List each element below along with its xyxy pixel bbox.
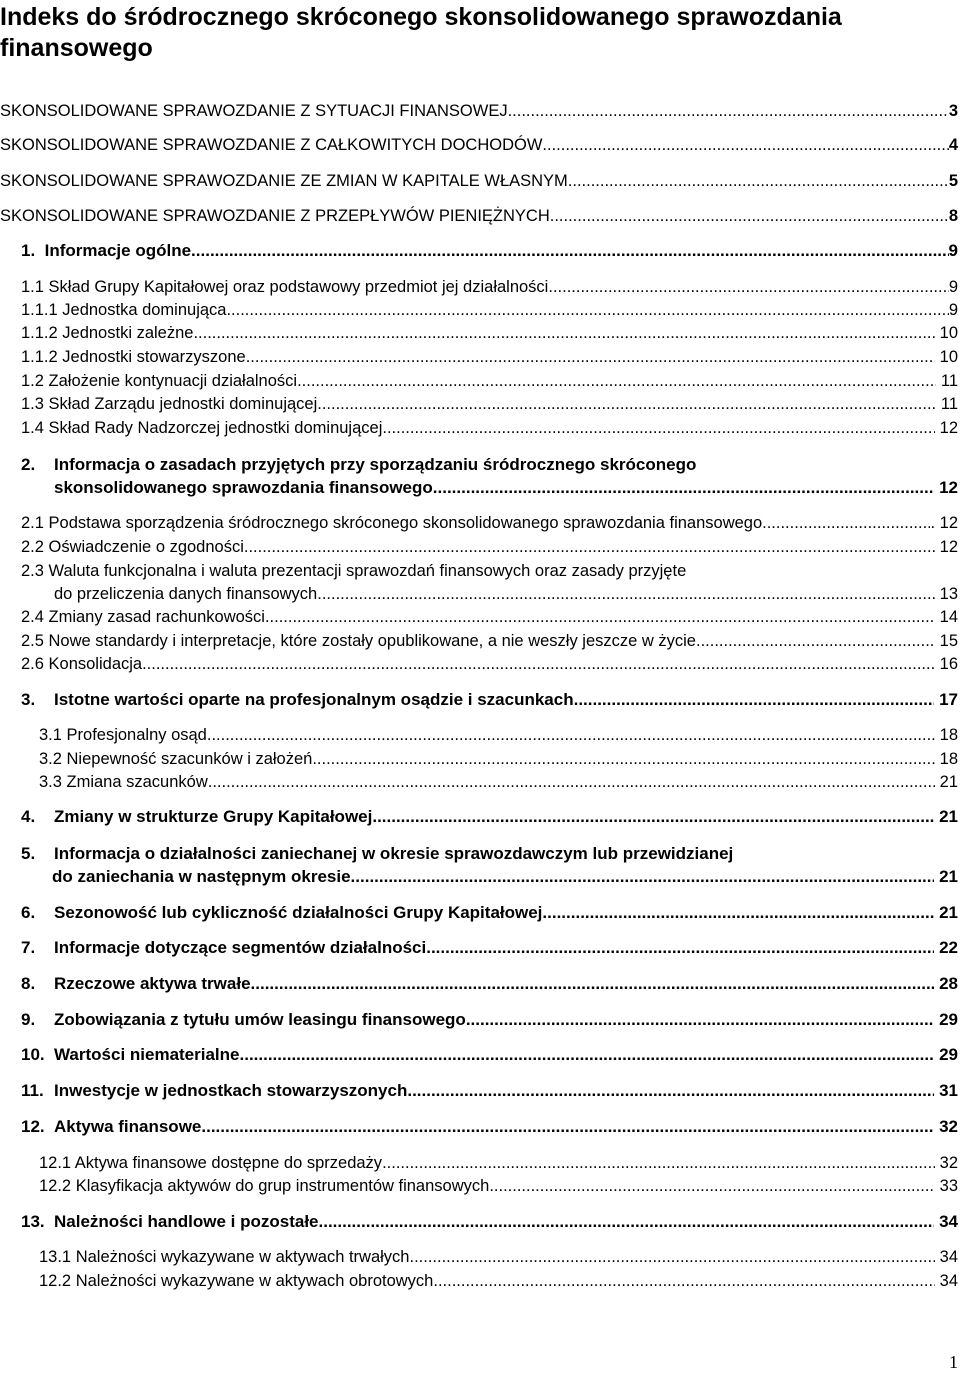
toc-entry-label: 2.1 Podstawa sporządzenia śródrocznego skróconego skonsolidowanego sprawozdania finansowego: [21, 514, 763, 532]
toc-entry[interactable]: [21, 902, 958, 924]
toc-entry-label: [21, 1116, 201, 1138]
dot-leader: [433, 1270, 935, 1292]
toc-entry-page: 11: [936, 372, 958, 390]
toc-entry[interactable]: [39, 1270, 958, 1292]
toc-entry[interactable]: [21, 937, 958, 959]
dot-leader: [542, 902, 934, 924]
dot-leader: [251, 973, 935, 995]
toc-entry-page: 13: [935, 585, 958, 603]
toc-entry-heading-line: [21, 454, 696, 476]
dot-leader: [265, 606, 935, 628]
toc-entry-label-line1: 2.3 Waluta funkcjonalna i waluta prezentacji sprawozdań finansowych oraz zasady przyjęte: [21, 562, 687, 580]
toc-entry-label: 12.1 Aktywa finansowe dostępne do sprzedaży: [39, 1154, 383, 1172]
dot-leader: [407, 1080, 934, 1102]
toc-entry[interactable]: [21, 512, 958, 534]
toc-entry-page: 5: [948, 172, 958, 190]
toc-entry[interactable]: [52, 866, 958, 888]
toc-entry[interactable]: [21, 1009, 958, 1031]
toc-entry-page: 34: [934, 1212, 958, 1231]
toc-entry-label-text: Wartości niematerialne: [54, 1045, 240, 1064]
dot-leader: [207, 724, 935, 746]
toc-entry-number: 13.: [21, 1212, 45, 1231]
toc-entry-page: 12: [935, 419, 958, 437]
toc-entry[interactable]: [0, 170, 958, 192]
toc-entry[interactable]: [21, 393, 958, 415]
toc-entry-label: skonsolidowanego sprawozdania finansowego: [54, 478, 433, 497]
toc-entry-label: 3.1 Profesjonalny osąd: [39, 726, 207, 744]
toc-entry[interactable]: [21, 1116, 958, 1138]
toc-entry-page: . 12: [930, 514, 958, 532]
toc-entry-page: 34: [935, 1272, 958, 1290]
dot-leader: [574, 689, 935, 711]
dot-leader: [317, 583, 935, 605]
toc-entry-page: 31: [934, 1081, 958, 1100]
dot-leader: [426, 937, 934, 959]
toc-entry[interactable]: [21, 536, 958, 558]
dot-leader: [201, 1116, 934, 1138]
toc-entry-page: 32: [935, 1154, 958, 1172]
toc-entry-label: 1.1.1 Jednostka dominująca: [21, 301, 227, 319]
toc-entry-page: 21: [934, 903, 958, 922]
toc-entry-label: 1.3 Skład Zarządu jednostki dominującej: [21, 395, 318, 413]
toc-entry[interactable]: [39, 724, 958, 746]
toc-entry[interactable]: [21, 346, 958, 368]
toc-entry-label: SKONSOLIDOWANE SPRAWOZDANIE Z SYTUACJI FINANSOWEJ: [0, 102, 508, 120]
toc-entry-label: 2.2 Oświadczenie o zgodności: [21, 538, 244, 556]
toc-entry-page: 22: [934, 938, 958, 957]
toc-entry[interactable]: [21, 973, 958, 995]
toc-entry-page: 10: [935, 324, 958, 342]
toc-entry-page: 28: [934, 974, 958, 993]
toc-entry-label: SKONSOLIDOWANE SPRAWOZDANIE ZE ZMIAN W KAPITALE WŁASNYM: [0, 172, 568, 190]
dot-leader: [762, 512, 930, 534]
toc-entry-label: do przeliczenia danych finansowych: [54, 585, 318, 603]
toc-entry-number: 2.: [21, 455, 36, 474]
toc-entry-label: [21, 1044, 240, 1066]
toc-entry[interactable]: [21, 322, 958, 344]
toc-entry-label: [21, 806, 372, 828]
dot-leader: [550, 205, 949, 227]
dot-leader: [319, 1211, 935, 1233]
toc-entry[interactable]: [0, 134, 958, 156]
toc-entry[interactable]: [21, 299, 958, 321]
dot-leader: [193, 322, 935, 344]
toc-entry-page: 17: [934, 690, 958, 709]
dot-leader: [410, 1246, 936, 1268]
toc-entry-page: 9: [948, 241, 958, 260]
dot-leader: [568, 170, 949, 192]
toc-entry-label: 3.3 Zmiana szacunków: [39, 773, 208, 791]
dot-leader: [351, 866, 935, 888]
toc-entry-page: 10: [935, 348, 958, 366]
toc-entry-label-text: Zobowiązania z tytułu umów leasingu finansowego: [54, 1010, 466, 1029]
dot-leader: [382, 1152, 935, 1174]
dot-leader: [240, 1044, 935, 1066]
toc-entry-label: [21, 937, 426, 959]
toc-entry[interactable]: [21, 606, 958, 628]
dot-leader: [312, 748, 935, 770]
toc-entry-page: 29: [934, 1010, 958, 1029]
toc-entry[interactable]: [0, 100, 958, 122]
toc-entry-number: 8.: [21, 974, 36, 993]
toc-entry-number: 5.: [21, 844, 36, 863]
toc-entry-label-text: Sezonowość lub cykliczność działalności Grupy Kapitałowej: [54, 903, 543, 922]
toc-entry[interactable]: [21, 417, 958, 439]
toc-entry[interactable]: [21, 370, 958, 392]
toc-entry-label: 13.1 Należności wykazywane w aktywach trwałych: [39, 1248, 410, 1266]
toc-entry-label-line1: Informacja o zasadach przyjętych przy sporządzaniu śródrocznego skróconego: [54, 455, 697, 474]
toc-entry-page: 33: [935, 1177, 958, 1195]
toc-entry-page: 9: [948, 301, 958, 319]
toc-entry-page: 8: [948, 207, 958, 225]
dot-leader: [297, 370, 936, 392]
toc-entry-label-text: Należności handlowe i pozostałe: [54, 1212, 319, 1231]
toc-entry-number: 12.: [21, 1117, 45, 1136]
toc-entry-page: 18: [935, 750, 958, 768]
dot-leader: [382, 417, 935, 439]
toc-entry[interactable]: [0, 205, 958, 227]
toc-entry-label: [21, 1009, 466, 1031]
toc-entry-label: 1.1.2 Jednostki zależne: [21, 324, 194, 342]
toc-entry-label: 1.1.2 Jednostki stowarzyszone: [21, 348, 246, 366]
toc-entry-page: 3: [948, 102, 958, 120]
toc-entry-label-line1: Informacja o działalności zaniechanej w okresie sprawozdawczym lub przewidzianej: [54, 844, 734, 863]
toc-entry[interactable]: [21, 240, 958, 262]
dot-leader: [372, 806, 934, 828]
dot-leader: [433, 477, 935, 499]
toc-entry-label-text: Zmiany w strukturze Grupy Kapitałowej: [54, 807, 373, 826]
toc-entry-page: 32: [934, 1117, 958, 1136]
toc-entry-label: 1.1 Skład Grupy Kapitałowej oraz podstawowy przedmiot jej działalności: [21, 278, 549, 296]
toc-entry-number: 4.: [21, 807, 36, 826]
page-number: 1: [949, 1352, 958, 1372]
toc-entry-label: SKONSOLIDOWANE SPRAWOZDANIE Z CAŁKOWITYCH DOCHODÓW: [0, 136, 543, 154]
toc-entry[interactable]: [39, 1175, 958, 1197]
page-title: Indeks do śródrocznego skróconego skonsolidowanego sprawozdania finansowego: [0, 3, 842, 62]
toc-entry-label: 1. Informacje ogólne: [21, 241, 192, 260]
toc-entry-label-text: Istotne wartości oparte na profesjonalnym osądzie i szacunkach: [54, 690, 574, 709]
toc-entry-label-text: Aktywa finansowe: [54, 1117, 202, 1136]
toc-entry-label: [21, 902, 542, 924]
toc-entry-number: 9.: [21, 1010, 36, 1029]
toc-entry-page: 11: [936, 395, 958, 413]
toc-entry-page: 18: [935, 726, 958, 744]
dot-leader: [142, 653, 935, 675]
dot-leader: [489, 1175, 935, 1197]
toc-entry[interactable]: [21, 276, 958, 298]
toc-entry[interactable]: [54, 583, 958, 605]
dot-leader: [317, 393, 936, 415]
toc-entry-label: 2.4 Zmiany zasad rachunkowości: [21, 608, 265, 626]
dot-leader: [466, 1009, 935, 1031]
dot-leader: [226, 299, 948, 321]
toc-entry[interactable]: [39, 1246, 958, 1268]
toc-entry-page: 14: [935, 608, 958, 626]
toc-entry-label: [21, 973, 251, 995]
toc-entry[interactable]: [21, 1211, 958, 1233]
toc-entry-page: 21: [934, 807, 958, 826]
toc-entry-label: 3.2 Niepewność szacunków i założeń: [39, 750, 313, 768]
toc-entry-label: 12.2 Należności wykazywane w aktywach obrotowych: [39, 1272, 434, 1290]
toc-entry-number: 7.: [21, 938, 36, 957]
toc-entry-label: 1.2 Założenie kontynuacji działalności: [21, 372, 298, 390]
dot-leader: [244, 536, 935, 558]
toc-entry-label: 2.5 Nowe standardy i interpretacje, które zostały opublikowane, a nie weszły jeszcze w życie: [21, 632, 696, 650]
toc-entry-label-text: Informacje dotyczące segmentów działalności: [54, 938, 427, 957]
toc-entry[interactable]: [21, 1080, 958, 1102]
dot-leader: [542, 134, 948, 156]
dot-leader: [246, 346, 935, 368]
toc-entry-label: SKONSOLIDOWANE SPRAWOZDANIE Z PRZEPŁYWÓW PIENIĘŻNYCH: [0, 207, 550, 225]
toc-entry[interactable]: [39, 1152, 958, 1174]
toc-entry[interactable]: [21, 689, 958, 711]
toc-entry-label-text: Rzeczowe aktywa trwałe: [54, 974, 251, 993]
dot-leader: [696, 630, 935, 652]
toc-entry-label: do zaniechania w następnym okresie: [52, 867, 351, 886]
toc-entry-number: 3.: [21, 690, 36, 709]
toc-entry[interactable]: [39, 771, 958, 793]
toc-entry-page: 12: [935, 538, 958, 556]
toc-entry-number: 6.: [21, 903, 36, 922]
toc-entry-label-text: Inwestycje w jednostkach stowarzyszonych: [54, 1081, 408, 1100]
toc-entry[interactable]: [54, 477, 958, 499]
toc-entry-label: [21, 1211, 319, 1233]
toc-entry-page: 29: [934, 1045, 958, 1064]
toc-entry-page: 16: [935, 655, 958, 673]
toc-entry-page: 9: [948, 278, 958, 296]
toc-entry-page: 34: [935, 1248, 958, 1266]
toc-entry-heading-line: [21, 560, 686, 582]
toc-entry-heading-line: [21, 843, 733, 865]
toc-entry-label: [21, 689, 574, 711]
toc-entry-number: 11.: [21, 1081, 44, 1100]
toc-entry-page: 21: [935, 773, 958, 791]
toc-entry-label: 2.6 Konsolidacja: [21, 655, 143, 673]
toc-entry-page: 15: [935, 632, 958, 650]
toc-entry-page: 12: [934, 478, 958, 497]
toc-entry[interactable]: [21, 806, 958, 828]
toc-entry[interactable]: [21, 1044, 958, 1066]
dot-leader: [548, 276, 948, 298]
dot-leader: [508, 100, 949, 122]
toc-entry-page: 4: [948, 136, 958, 154]
toc-entry-label: [21, 1080, 407, 1102]
dot-leader: [208, 771, 935, 793]
toc-entry[interactable]: [21, 653, 958, 675]
toc-entry-label: 1.4 Skład Rady Nadzorczej jednostki dominującej: [21, 419, 383, 437]
toc-entry[interactable]: [21, 630, 958, 652]
toc-entry[interactable]: [39, 748, 958, 770]
dot-leader: [191, 240, 948, 262]
toc-entry-number: 10.: [21, 1045, 45, 1064]
toc-entry-label: 12.2 Klasyfikacja aktywów do grup instrumentów finansowych: [39, 1177, 490, 1195]
toc-entry-page: 21: [934, 867, 958, 886]
